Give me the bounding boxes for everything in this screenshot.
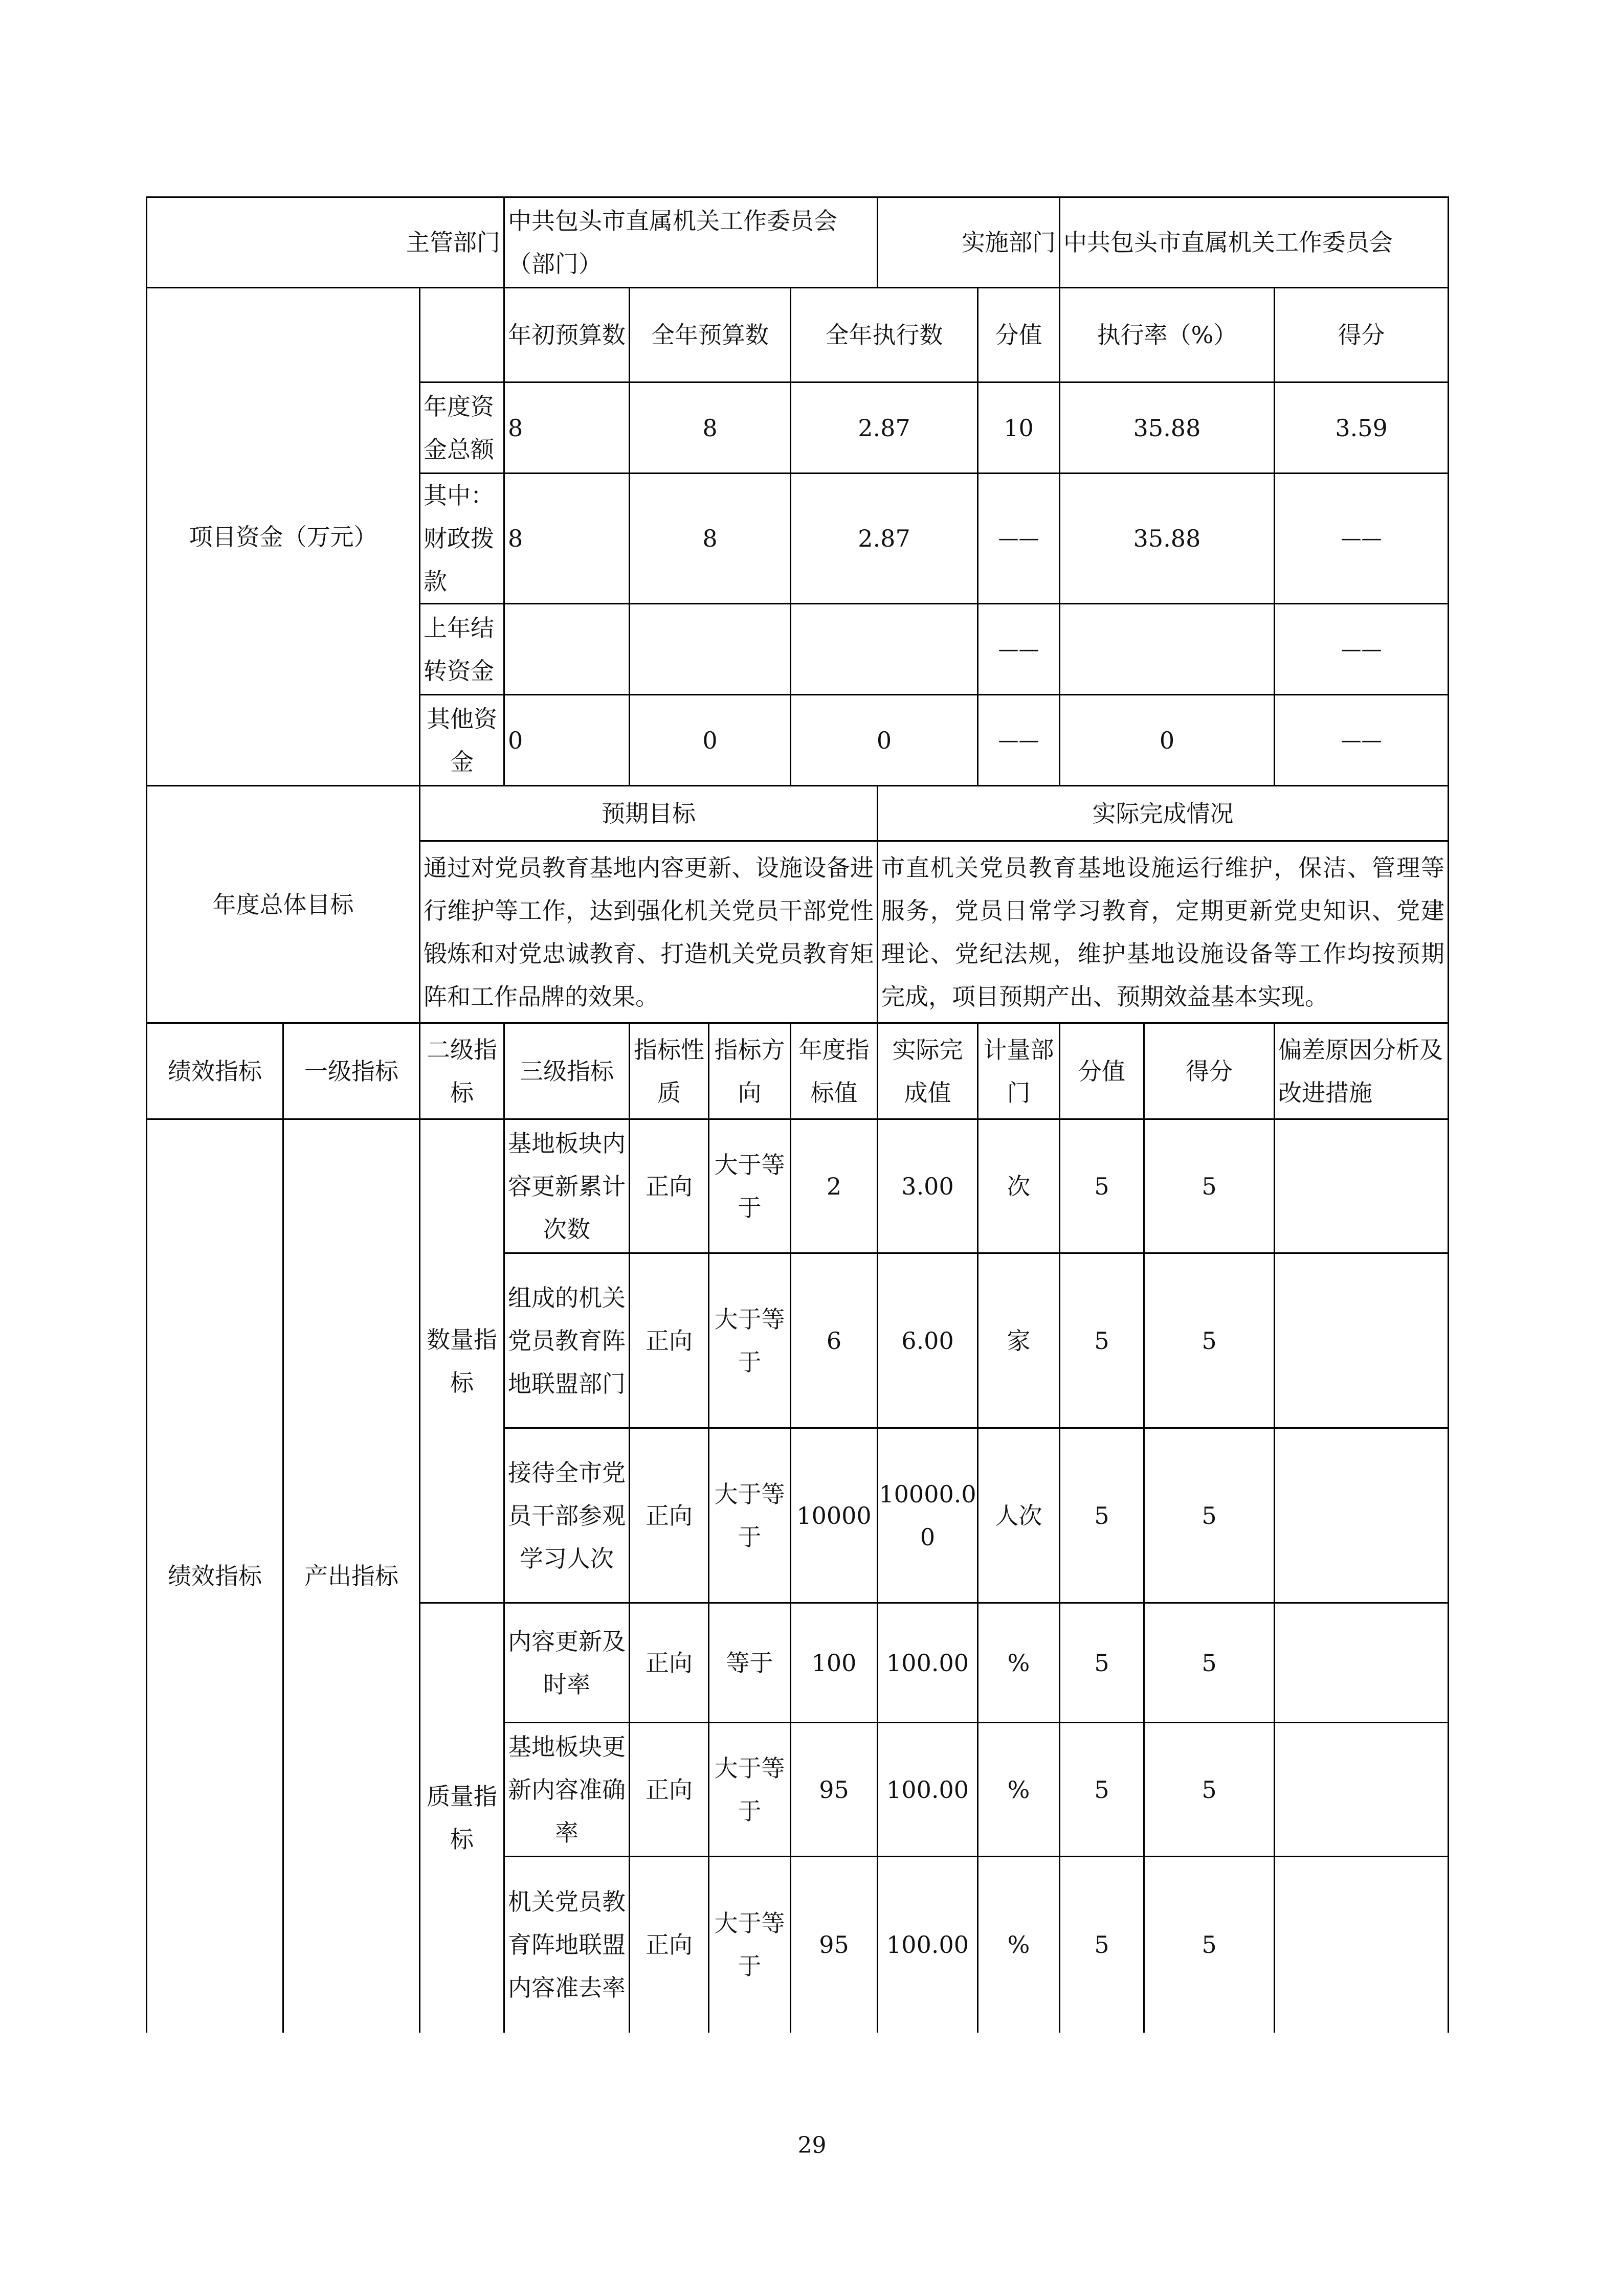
funds-rate: 35.88: [1060, 382, 1275, 474]
funds-score: ——: [1275, 474, 1449, 604]
funds-col-annual: 全年预算数: [630, 288, 791, 382]
indicator-direction: 大于等于: [709, 1857, 791, 2033]
performance-table-page: [146, 196, 1445, 2033]
dept-label: 主管部门: [147, 197, 504, 288]
funds-score-value: ——: [978, 474, 1060, 604]
indicator-nature: 正向: [630, 1253, 709, 1428]
indicator-name: 组成的机关党员教育阵地联盟部门: [504, 1253, 630, 1428]
funds-col-rate: 执行率（%）: [1060, 288, 1275, 382]
funds-rate: 35.88: [1060, 474, 1275, 604]
col-header-score: 得分: [1144, 1023, 1275, 1119]
impl-value: 中共包头市直属机关工作委员会: [1060, 197, 1449, 288]
indicator-unit: 人次: [978, 1428, 1060, 1603]
indicator-score-value: 5: [1060, 1723, 1144, 1857]
indicator-target: 2: [791, 1119, 878, 1253]
indicator-note: [1275, 1119, 1449, 1253]
indicator-nature: 正向: [630, 1857, 709, 2033]
indicator-score-value: 5: [1060, 1119, 1144, 1253]
funds-score-value: 10: [978, 382, 1060, 474]
group-quantity: 数量指标: [420, 1119, 504, 1603]
indicator-note: [1275, 1253, 1449, 1428]
indicator-name: 内容更新及时率: [504, 1603, 630, 1723]
indicator-unit: %: [978, 1857, 1060, 2033]
indicator-nature: 正向: [630, 1603, 709, 1723]
performance-evaluation-table: [146, 196, 1449, 2033]
indicator-score: 5: [1144, 1119, 1275, 1253]
indicator-direction: 等于: [709, 1603, 791, 1723]
indicator-score: 5: [1144, 1253, 1275, 1428]
funds-annual: [630, 604, 791, 695]
indicator-direction: 大于等于: [709, 1428, 791, 1603]
funds-executed: [791, 604, 978, 695]
funds-blank-cell: [420, 288, 504, 382]
col-header-nature: 指标性质: [630, 1023, 709, 1119]
level0-cell: 绩效指标: [147, 1119, 283, 2033]
col-header-level3: 三级指标: [504, 1023, 630, 1119]
col-header-target: 年度指标值: [791, 1023, 878, 1119]
goals-label: 年度总体目标: [147, 786, 420, 1023]
funds-row-name: 上年结转资金: [420, 604, 504, 695]
indicator-note: [1275, 1603, 1449, 1723]
indicator-score-value: 5: [1060, 1857, 1144, 2033]
funds-initial: 0: [504, 695, 630, 786]
dept-value: 中共包头市直属机关工作委员会（部门）: [504, 197, 878, 288]
indicator-direction: 大于等于: [709, 1253, 791, 1428]
funds-executed: 2.87: [791, 474, 978, 604]
funds-row-name: 年度资金总额: [420, 382, 504, 474]
header-row: [147, 197, 1449, 288]
group-quality: 质量指标: [420, 1603, 504, 2033]
indicator-score-value: 5: [1060, 1428, 1144, 1603]
indicator-name: 接待全市党员干部参观学习人次: [504, 1428, 630, 1603]
funds-annual: 8: [630, 382, 791, 474]
col-header-unit: 计量部门: [978, 1023, 1060, 1119]
indicator-score-value: 5: [1060, 1603, 1144, 1723]
goals-expected-label: 预期目标: [420, 786, 878, 841]
indicator-target: 95: [791, 1857, 878, 2033]
funds-executed: 0: [791, 695, 978, 786]
page-number: 29: [797, 2132, 827, 2158]
funds-rate: [1060, 604, 1275, 695]
indicator-score: 5: [1144, 1603, 1275, 1723]
indicator-score: 5: [1144, 1428, 1275, 1603]
indicator-actual: 100.00: [878, 1857, 978, 2033]
indicator-target: 95: [791, 1723, 878, 1857]
indicator-unit: 次: [978, 1119, 1060, 1253]
indicator-actual: 10000.00: [878, 1428, 978, 1603]
col-header-direction: 指标方向: [709, 1023, 791, 1119]
funds-executed: 2.87: [791, 382, 978, 474]
indicator-header-row: [147, 1023, 1449, 1119]
goals-actual-label: 实际完成情况: [878, 786, 1449, 841]
indicator-note: [1275, 1428, 1449, 1603]
indicator-unit: %: [978, 1723, 1060, 1857]
indicator-name: 基地板块内容更新累计次数: [504, 1119, 630, 1253]
indicator-name: 机关党员教育阵地联盟内容准去率: [504, 1857, 630, 2033]
indicator-name: 基地板块更新内容准确率: [504, 1723, 630, 1857]
goals-actual-text: 市直机关党员教育基地设施运行维护，保洁、管理等服务，党员日常学习教育，定期更新党史知识、党建理论、党纪法规，维护基地设施设备等工作均按预期完成，项目预期产出、预期效益基本实现。: [878, 841, 1449, 1023]
indicator-nature: 正向: [630, 1428, 709, 1603]
indicator-target: 10000: [791, 1428, 878, 1603]
goals-expected-text: 通过对党员教育基地内容更新、设施设备进行维护等工作，达到强化机关党员干部党性锻炼和对党忠诚教育、打造机关党员教育矩阵和工作品牌的效果。: [420, 841, 878, 1023]
col-header-deviation: 偏差原因分析及改进措施: [1275, 1023, 1449, 1119]
funds-annual: 0: [630, 695, 791, 786]
indicator-direction: 大于等于: [709, 1119, 791, 1253]
level1-cell: 产出指标: [283, 1119, 420, 2033]
funds-row-name: 其他资金: [420, 695, 504, 786]
indicator-row: [147, 1119, 1449, 1253]
funds-col-score: 得分: [1275, 288, 1449, 382]
indicator-actual: 100.00: [878, 1603, 978, 1723]
funds-score: ——: [1275, 604, 1449, 695]
funds-col-score-value: 分值: [978, 288, 1060, 382]
impl-label: 实施部门: [878, 197, 1060, 288]
col-header-level1: 一级指标: [283, 1023, 420, 1119]
indicator-unit: 家: [978, 1253, 1060, 1428]
indicator-target: 100: [791, 1603, 878, 1723]
funds-initial: 8: [504, 474, 630, 604]
funds-score-value: ——: [978, 695, 1060, 786]
col-header-level2: 二级指标: [420, 1023, 504, 1119]
indicator-actual: 6.00: [878, 1253, 978, 1428]
indicator-score: 5: [1144, 1857, 1275, 2033]
col-header-score-value: 分值: [1060, 1023, 1144, 1119]
funds-initial: 8: [504, 382, 630, 474]
funds-score: ——: [1275, 695, 1449, 786]
indicator-direction: 大于等于: [709, 1723, 791, 1857]
indicator-actual: 100.00: [878, 1723, 978, 1857]
funds-col-initial: 年初预算数: [504, 288, 630, 382]
indicator-actual: 3.00: [878, 1119, 978, 1253]
indicator-target: 6: [791, 1253, 878, 1428]
indicator-note: [1275, 1723, 1449, 1857]
funds-label: 项目资金（万元）: [147, 288, 420, 786]
funds-header-row: [147, 288, 1449, 382]
indicator-note: [1275, 1857, 1449, 2033]
indicator-score: 5: [1144, 1723, 1275, 1857]
funds-col-executed: 全年执行数: [791, 288, 978, 382]
indicator-score-value: 5: [1060, 1253, 1144, 1428]
funds-score-value: ——: [978, 604, 1060, 695]
funds-rate: 0: [1060, 695, 1275, 786]
funds-annual: 8: [630, 474, 791, 604]
col-header-performance: 绩效指标: [147, 1023, 283, 1119]
indicator-nature: 正向: [630, 1723, 709, 1857]
col-header-actual: 实际完成值: [878, 1023, 978, 1119]
funds-initial: [504, 604, 630, 695]
funds-score: 3.59: [1275, 382, 1449, 474]
goals-header-row: [147, 786, 1449, 841]
indicator-unit: %: [978, 1603, 1060, 1723]
indicator-nature: 正向: [630, 1119, 709, 1253]
funds-row-name: 其中：财政拨款: [420, 474, 504, 604]
